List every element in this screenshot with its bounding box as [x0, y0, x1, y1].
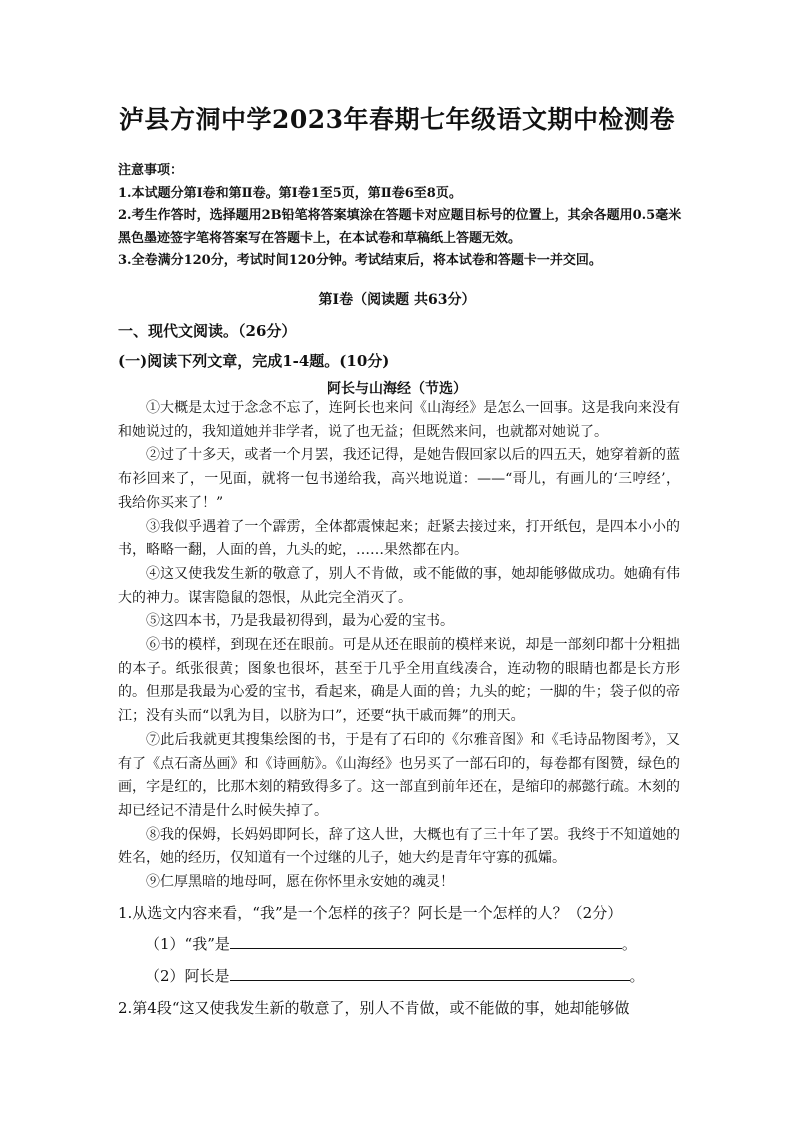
- question-1-sub-1: [145, 933, 637, 954]
- section-title: 第Ⅰ卷（阅读题 共63分）: [318, 292, 476, 308]
- subpart-title: (一)阅读下列文章，完成1-4题。(10分): [118, 352, 390, 370]
- article-paragraph: ⑦此后我就更其搜集绘图的书，于是有了石印的《尔雅音图》和《毛诗品物图考》，又有了《点石斋丛画》和《诗画舫》。《山海经》也另买了一部石印的，每卷都有图赞，绿色的画，字是红的，比那木刻的精致得多了。这一部直到前年还在，是缩印的郝懿行疏。木刻的却已经记不清是什么时候失掉了。: [118, 731, 680, 819]
- article-paragraph: ④这又使我发生新的敬意了，别人不肯做，或不能做的事，她却能够做成功。她确有伟大的神力。谋害隐鼠的怨恨，从此完全消灭了。: [118, 565, 680, 606]
- notice-item: 3.全卷满分120分，考试时间120分钟。考试结束后，将本试卷和答题卡一并交回。: [118, 253, 602, 268]
- notice-block: [118, 160, 684, 273]
- article-title: 阿长与山海经（节选）: [327, 381, 467, 397]
- question-1: 1.从选文内容来看，“我”是一个怎样的孩子？阿长是一个怎样的人？（2分）: [118, 904, 623, 922]
- answer-blank-1[interactable]: [230, 934, 622, 949]
- article-paragraph: ③我似乎遇着了一个霹雳，全体都震悚起来；赶紧去接过来，打开纸包，是四本小小的书，略略一翻，人面的兽，九头的蛇，……果然都在内。: [118, 518, 680, 559]
- exam-title: 泸县方洞中学2023年春期七年级语文期中检测卷: [118, 105, 676, 134]
- sub-1-label: （1）“我”是: [145, 935, 230, 953]
- notice-item: 1.本试题分第Ⅰ卷和第Ⅱ卷。第Ⅰ卷1至5页，第Ⅱ卷6至8页。: [118, 185, 462, 201]
- article-paragraph: ②过了十多天，或者一个月罢，我还记得，是她告假回家以后的四五天，她穿着新的蓝布衫回来了，一见面，就将一包书递给我，高兴地说道：——“哥儿，有画儿的‘三哼经’，我给你买来了！”: [118, 447, 680, 511]
- article-body: [118, 397, 680, 895]
- article-paragraph: ⑧我的保姆，长妈妈即阿长，辞了这人世，大概也有了三十年了罢。我终于不知道她的姓名，她的经历，仅知道有一个过继的儿子，她大约是青年守寡的孤孀。: [118, 826, 680, 867]
- sub-2-label: （2）阿长是: [145, 967, 230, 985]
- period: 。: [629, 967, 645, 985]
- period: 。: [621, 935, 637, 953]
- article-paragraph: ⑤这四本书，乃是我最初得到，最为心爱的宝书。: [146, 613, 454, 630]
- article-paragraph: ⑨仁厚黑暗的地母呵，愿在你怀里永安她的魂灵！: [146, 874, 454, 891]
- notice-heading: 注意事项：: [118, 163, 184, 178]
- notice-item: 2.考生作答时，选择题用2B铅笔将答案填涂在答题卡对应题目标号的位置上，其余各题用0.5毫米黑色墨迹签字笔将答案写在答题卡上，在本试卷和草稿纸上答题无效。: [118, 208, 682, 246]
- article-paragraph: ①大概是太过于念念不忘了，连阿长也来问《山海经》是怎么一回事。这是我向来没有和她说过的，我知道她并非学者，说了也无益；但既然来问，也就都对她说了。: [118, 400, 680, 440]
- question-2: 2.第4段“这又使我发生新的敬意了，别人不肯做，或不能做的事，她却能够做: [118, 999, 630, 1017]
- question-1-sub-2: [145, 965, 645, 986]
- answer-blank-2[interactable]: [230, 966, 630, 981]
- part-title: 一、现代文阅读。（26分）: [118, 322, 297, 340]
- article-paragraph: ⑥书的模样，到现在还在眼前。可是从还在眼前的模样来说，却是一部刻印都十分粗拙的本子。纸张很黄；图象也很坏，甚至于几乎全用直线凑合，连动物的眼睛也都是长方形的。但那是我最为心爱的宝书，看起来，确是人面的兽；九头的蛇；一脚的牛；袋子似的帝江；没有头而“以乳为目，以脐为口”，还要“执干戚而舞”的刑天。: [118, 637, 680, 725]
